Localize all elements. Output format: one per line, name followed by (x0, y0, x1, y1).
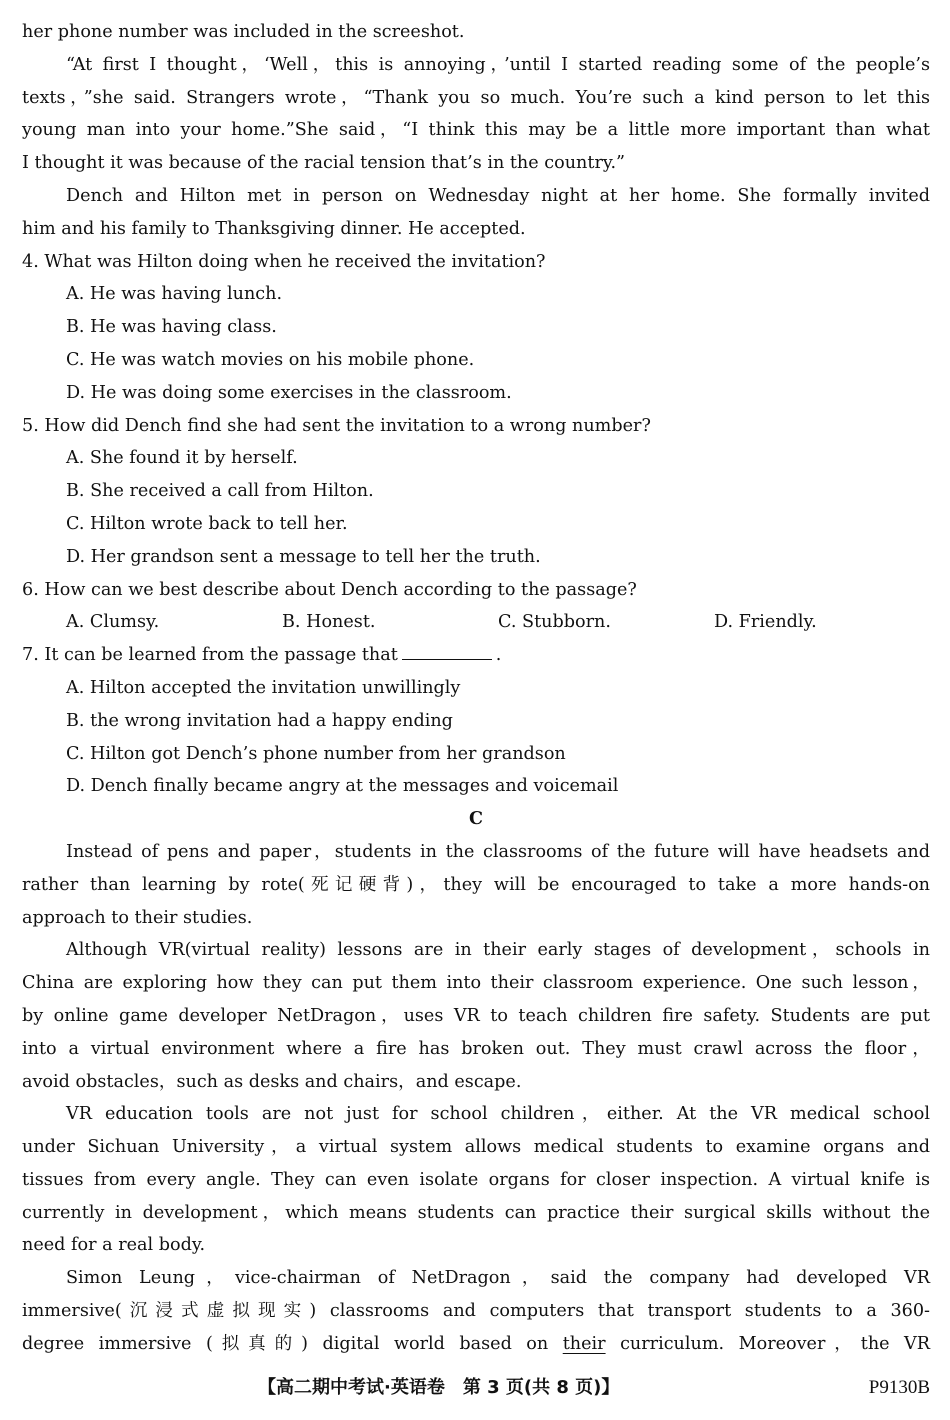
passage-c-line: Although VR(virtual reality) lessons are in their early stages of development，schools in (66, 940, 930, 961)
passage-c-text: curriculum. Moreover，the VR (620, 1333, 930, 1354)
question-6-option-b: B. Honest. (282, 612, 376, 633)
question-6-option-d: D. Friendly. (714, 612, 817, 633)
question-5-option-b: B. She received a call from Hilton. (66, 481, 374, 502)
passage-c-line: immersive(沉浸式虚拟现实) classrooms and computers that transport students to a 360- (22, 1301, 930, 1322)
question-6-option-a: A. Clumsy. (66, 612, 160, 633)
passage-c-line: need for a real body. (22, 1235, 206, 1256)
question-4-option-a: A. He was having lunch. (66, 284, 283, 305)
passage-c-line: under Sichuan University，a virtual system allows medical students to examine organs and (22, 1137, 930, 1158)
question-7-option-d: D. Dench finally became angry at the messages and voicemail (66, 776, 619, 797)
passage-b-line: Dench and Hilton met in person on Wednesday night at her home. She formally invited (66, 185, 930, 206)
passage-b-line: “At first I thought，‘Well，this is annoying，’until I started reading some of the people’s (66, 54, 930, 75)
passage-c-line: into a virtual environment where a fire has broken out. They must crawl across the floor， (22, 1038, 930, 1059)
question-7-stem-end: . (495, 645, 502, 666)
passage-c-line (22, 1328, 930, 1361)
question-7-stem-line (22, 639, 930, 672)
passage-c-line: avoid obstacles，such as desks and chairs，and escape. (22, 1071, 522, 1092)
passage-c-line: approach to their studies. (22, 907, 253, 928)
question-5-option-c: C. Hilton wrote back to tell her. (66, 513, 348, 534)
footer-paper-code: P9130B (868, 1377, 930, 1398)
question-6-option-c: C. Stubborn. (498, 612, 611, 633)
passage-b-line: her phone number was included in the screeshot. (22, 22, 465, 42)
question-7-stem: 7. It can be learned from the passage that (22, 645, 398, 666)
passage-c-line: by online game developer NetDragon，uses VR to teach children fire safety. Students are put (22, 1005, 930, 1026)
question-5-option-a: A. She found it by herself. (66, 448, 298, 469)
passage-c-line: tissues from every angle. They can even isolate organs for closer inspection. A virtual knife is (22, 1169, 930, 1190)
passage-c-line: Instead of pens and paper，students in the classrooms of the future will have headsets and (66, 841, 930, 862)
passage-c-line: Simon Leung，vice-chairman of NetDragon，said the company had developed VR (66, 1268, 930, 1289)
passage-b-line: him and his family to Thanksgiving dinner. He accepted. (22, 218, 526, 239)
question-7-option-b: B. the wrong invitation had a happy ending (66, 710, 453, 731)
question-4-option-c: C. He was watch movies on his mobile phone. (66, 349, 475, 370)
passage-c-line: VR education tools are not just for school children，either. At the VR medical school (66, 1104, 930, 1125)
underlined-word: their (562, 1333, 606, 1354)
question-7-option-c: C. Hilton got Dench’s phone number from her grandson (66, 743, 566, 764)
question-6-stem: 6. How can we best describe about Dench according to the passage? (22, 579, 637, 600)
section-c-title: C (468, 808, 483, 830)
passage-c-line: currently in development，which means students can practice their surgical skills without the (22, 1202, 930, 1223)
passage-b-line: texts，”she said. Strangers wrote，“Thank you so much. You’re such a kind person to let this (22, 87, 930, 108)
question-7-option-a: A. Hilton accepted the invitation unwillingly (66, 677, 461, 698)
page-footer (0, 1372, 950, 1404)
page-content (22, 16, 930, 1361)
passage-c-text: degree immersive (拟真的) digital world based on (22, 1333, 549, 1354)
passage-c-line: China are exploring how they can put them into their classroom experience. One such lesson， (22, 973, 930, 994)
question-4-option-d: D. He was doing some exercises in the classroom. (66, 382, 512, 403)
question-6-options (22, 606, 930, 639)
answer-blank (402, 639, 492, 660)
question-5-option-d: D. Her grandson sent a message to tell her the truth. (66, 546, 541, 567)
question-4-stem: 4. What was Hilton doing when he received the invitation? (22, 251, 546, 272)
footer-page-info: 【高二期中考试·英语卷 第 3 页(共 8 页)】 (258, 1377, 620, 1398)
passage-b-line: young man into your home.”She said，“I think this may be a little more important than what (22, 120, 930, 141)
question-5-stem: 5. How did Dench find she had sent the invitation to a wrong number? (22, 415, 651, 436)
question-4-option-b: B. He was having class. (66, 317, 277, 338)
passage-c-line: rather than learning by rote(死记硬背)，they will be encouraged to take a more hands-on (22, 874, 930, 895)
passage-b-line: I thought it was because of the racial tension that’s in the country.” (22, 153, 626, 174)
